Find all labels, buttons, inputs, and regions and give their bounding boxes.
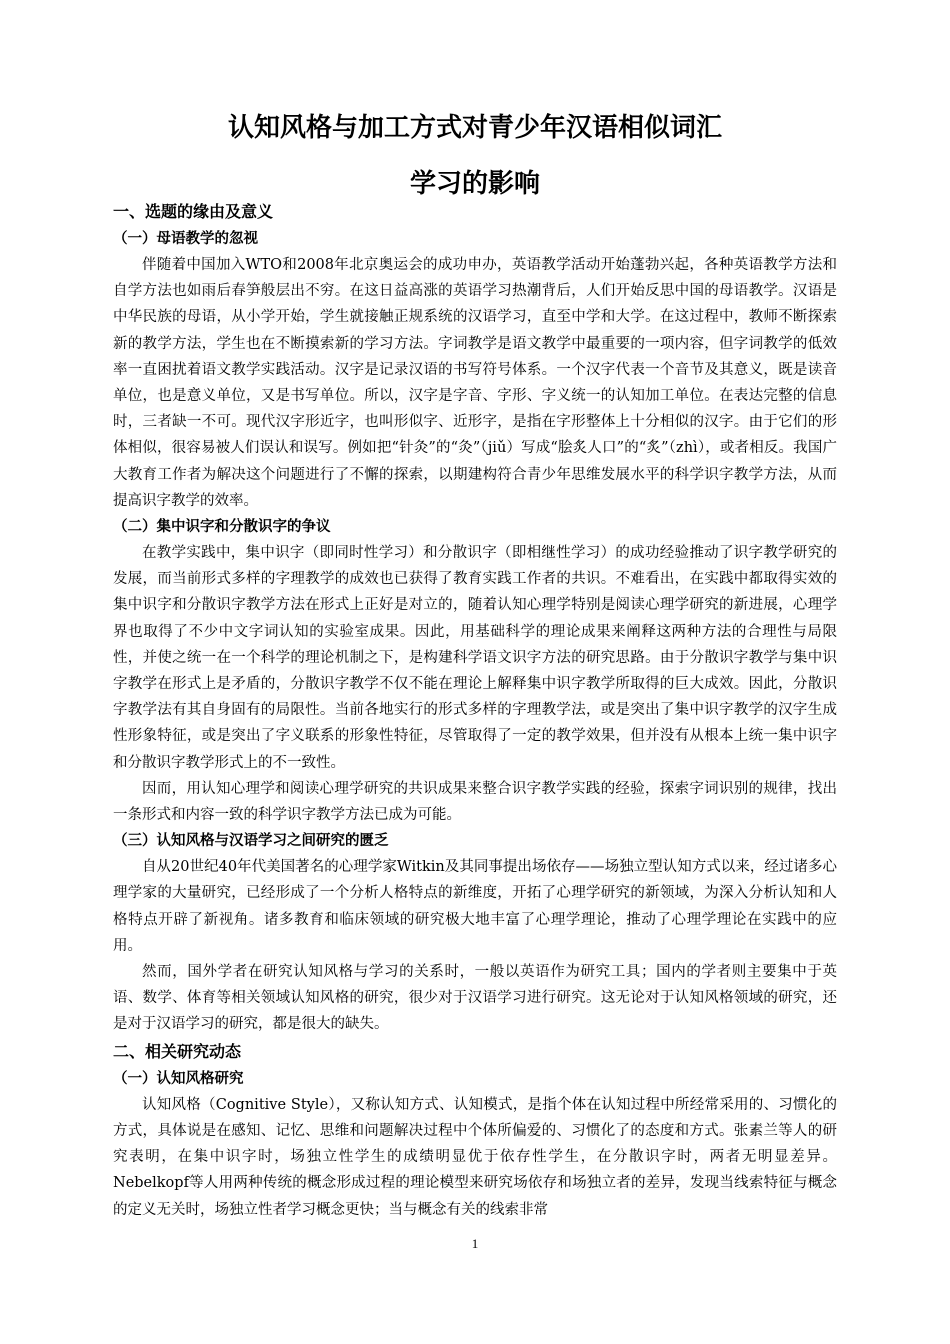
paragraph: 认知风格（Cognitive Style），又称认知方式、认知模式，是指个体在认知过程中所经常采用的、习惯化的方式，具体说是在感知、记忆、思维和问题解决过程中个体所偏爱的、习惯化了的态度和方式。张素兰等人的研究表明，在集中识字时，场独立性学生的成绩明显优于依存性学生，在分散识字时，两者无明显差异。Nebelkopf等人用两种传统的概念形成过程的理论模型来研究场依存和场独立者的差异，发现当线索特征与概念的定义无关时，场独立性者学习概念更快；当与概念有关的线索非常: [113, 1096, 837, 1218]
section-heading: 二、相关研究动态: [113, 1041, 242, 1061]
document-title: [113, 100, 837, 212]
subsection-heading: （三）认知风格与汉语学习之间研究的匮乏: [113, 833, 389, 850]
subsection-heading: （一）母语教学的忽视: [113, 231, 258, 247]
paragraph: 伴随着中国加入WTO和2008年北京奥运会的成功申办，英语教学活动开始蓬勃兴起，各种英语教学方法和自学方法也如雨后春笋般层出不穷。在这日益高涨的英语学习热潮背后，人们开始反思中国的母语教学。汉语是中华民族的母语，从小学开始，学生就接触正规系统的汉语学习，直至中学和大学。在这过程中，教师不断探索新的教学方法，学生也在不断摸索新的学习方法。字词教学是语文教学中最重要的一项内容，但字词教学的低效率一直困扰着语文教学实践活动。汉字是记录汉语的书写符号体系。一个汉字代表一个音节及其意义，既是读音单位，也是意义单位，又是书写单位。所以，汉字是字音、字形、字义统一的认知加工单位。在表达完整的信息时，三者缺一不可。现代汉字形近字，也叫形似字、近形字，是指在字形整体上十分相似的汉字。由于它们的形体相似，很容易被人们误认和误写。例如把“针灸”的“灸”（jiǔ）写成“脍炙人口”的“炙”（zhì），或者相反。我国广大教育工作者为解决这个问题进行了不懈的探索，以期建构符合青少年思维发展水平的科学识字教学方法，从而提高识字教学的效率。: [113, 257, 837, 509]
title-line-2: 学习的影响: [409, 169, 540, 199]
title-line-1: 认知风格与加工方式对青少年汉语相似词汇: [227, 113, 722, 143]
paragraph: 然而，国外学者在研究认知风格与学习的关系时，一般以英语作为研究工具；国内的学者则主要集中于英语、数学、体育等相关领域认知风格的研究，很少对于汉语学习进行研究。这无论对于认知风格领域的研究，还是对于汉语学习的研究，都是很大的缺失。: [113, 964, 837, 1033]
section-heading: 一、选题的缘由及意义: [113, 202, 274, 221]
subsection-heading: （二）集中识字和分散识字的争议: [113, 519, 331, 536]
document-body: [113, 198, 837, 1223]
paragraph: 自从20世纪40年代美国著名的心理学家Witkin及其同事提出场依存——场独立型认知方式以来，经过诸多心理学家的大量研究，已经形成了一个分析人格特点的新维度，开拓了心理学研究的新领域，为深入分析认知和人格特点开辟了新视角。诸多教育和临床领域的研究极大地丰富了心理学理论，推动了心理学理论在实践中的应用。: [113, 859, 837, 954]
paragraph: 在教学实践中，集中识字（即同时性学习）和分散识字（即相继性学习）的成功经验推动了识字教学研究的发展，而当前形式多样的字理教学的成效也已获得了教育实践工作者的共识。不难看出，在实践中都取得实效的集中识字和分散识字教学方法在形式上正好是对立的，随着认知心理学特别是阅读心理学研究的新进展，心理学界也取得了不少中文字词认知的实验室成果。因此，用基础科学的理论成果来阐释这两种方法的合理性与局限性，并使之统一在一个科学的理论机制之下，是构建科学语文识字方法的研究思路。由于分散识字教学与集中识字教学在形式上是矛盾的，分散识字教学不仅不能在理论上解释集中识字教学所取得的巨大成效。因此，分散识字教学法有其自身固有的局限性。当前各地实行的形式多样的字理教学法，或是突出了集中识字教学的汉字生成性形象特征，或是突出了字义联系的形象性特征，尽管取得了一定的教学效果，但并没有从根本上统一集中识字和分散识字教学形式上的不一致性。: [113, 545, 837, 771]
page-number: 1: [471, 1236, 479, 1251]
paragraph: 因而，用认知心理学和阅读心理学研究的共识成果来整合识字教学实践的经验，探索字词识别的规律，找出一条形式和内容一致的科学识字教学方法已成为可能。: [113, 780, 837, 824]
subsection-heading: （一）认知风格研究: [113, 1070, 244, 1087]
